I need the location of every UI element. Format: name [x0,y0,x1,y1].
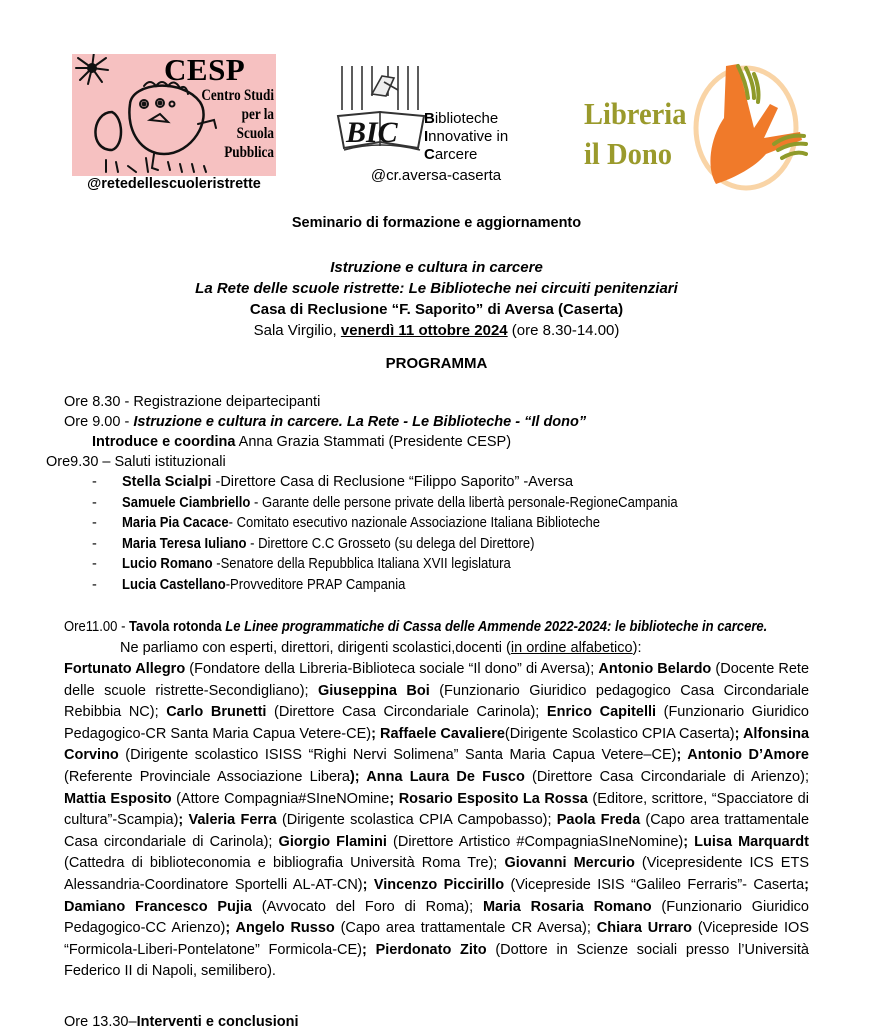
panelist-name: ; Valeria Ferra [178,812,277,829]
program-time: Ore 9.00 - [64,414,134,430]
bic-book-bars-icon [336,66,436,166]
event-date: venerdì 11 ottobre 2024 [340,322,508,339]
bullet-dash: - [92,556,97,572]
panelist-name: Paola Freda [556,812,641,829]
panelist-role: (Editore, scrittore, “Spacciatore di cultura”-Scampia) [64,790,809,829]
program-item [64,1012,299,1032]
svg-text:BIC: BIC [346,116,398,149]
greeting-item [92,534,580,555]
bullet-dash: - [92,515,97,531]
program-text: Saluti istituzionali [114,454,226,470]
panelist-role: (Direttore Artistico #CompagniaSIneNomine) [386,833,684,850]
panelist-role: (Dirigente scolastica CPIA Campobasso); [276,812,557,829]
panelist-role: (Capo area trattamentale CR Aversa); [334,920,597,937]
panelist-name: Giovanni Mercurio [504,855,635,872]
panelist-name: ; Pierdonato Zito [362,941,487,958]
program-time: Ore11.00 - [64,619,130,635]
panelist-name: ; Raffaele Cavaliere [371,725,505,742]
speaker-name: Maria Pia Cacace [122,515,229,531]
speaker-role: -Provveditore PRAP Campania [225,576,406,593]
program-text: Registrazione deipartecipanti [133,394,321,410]
cesp-subtitle-line: Pubblica [224,144,274,161]
cesp-subtitle-line: Scuola [236,125,274,142]
panelist-role: (Vicepresidente ICS ETS Alessandria-Coordinatore Sportelli AL-AT-CN) [64,855,809,893]
panelist-name: Carlo Brunetti [166,704,267,721]
bic-rest: nnovative in [428,128,509,145]
speaker-name: Samuele Ciambriello [122,494,251,511]
panelist-name: ; Antonio D’Amore [676,747,809,764]
panelist-role: (Dottore in Scienze sociali presso l’Università Federico II di Napoli, semilibero). [64,941,809,980]
bic-rest: iblioteche [434,110,499,127]
panelist-role: (Avvocato del Foro di Roma); [252,898,483,915]
cesp-subtitle-line: per la [241,106,274,123]
event-title: Istruzione e cultura in carcere [330,259,543,276]
libreria-il-dono-logo [578,58,808,198]
bic-initial: B [424,110,435,127]
panelist-role: (Docente Rete delle scuole ristrette-Secondigliano); [64,661,810,699]
event-venue: Casa di Reclusione “F. Saporito” di Aversa (Caserta) [249,301,624,318]
panelist-name: Antonio Belardo [598,661,712,677]
greeting-item [92,575,437,596]
speaker-role: -Direttore Casa di Reclusione “Filippo Saporito” -Aversa [211,474,574,490]
bic-rest: arcere [434,146,478,163]
program-text: Istruzione e cultura in carcere. La Rete - Le Biblioteche - “Il dono” [133,414,587,430]
cesp-title: CESP [164,52,246,87]
panelist-name: ; Rosario Esposito La Rossa [389,790,588,807]
greeting-item [92,513,653,534]
bic-line [424,146,508,164]
program-time: Ore 13.30– [64,1014,137,1030]
program-text: Le Linee programmatiche di Cassa delle Ammende 2022-2024: le biblioteche in carcere. [225,619,768,635]
panelist-name: ; Damiano Francesco Pujia [64,876,809,915]
panelist-role: (Capo area trattamentale Casa circondariale di Carinola); [64,812,810,850]
program-text: Anna Grazia Stammati (Presidente CESP) [235,434,512,450]
panelist-name: ; Vincenzo Piccirillo [362,876,505,893]
panelist-name: Chiara Urraro [596,920,693,937]
bullet-dash: - [92,474,97,490]
panelist-name: ; Luisa Marquardt [683,833,809,850]
panelist-role: (Dirigente scolastico ISISS “Righi Nervi Solimena” Santa Maria Capua Vetere–CE) [118,747,677,764]
bic-line [424,110,508,128]
panelist-name: Fortunato Allegro [64,661,186,677]
cesp-social-handle: @retedellescuoleristrette [87,176,261,192]
speaker-name: Maria Teresa Iuliano [122,535,247,552]
cesp-subtitle [198,86,275,162]
panel-intro-note: in ordine alfabetico [510,640,633,656]
program-role-label: Introduce e coordina [92,434,236,450]
panelist-name: ); Anna Laura De Fusco [349,768,525,785]
event-titles [0,257,873,341]
program-time: Ore9.30 – [46,454,115,470]
panelist-role: (Vicepreside IOS “Formicola-Liberi-Pontelatone” Formicola-CE) [64,920,809,958]
speaker-role: - Comitato esecutivo nazionale Associazione Italiana Biblioteche [228,515,601,531]
program-heading: PROGRAMMA [385,355,488,372]
panelist-role: (Funzionario Giuridico Pedagogico-CC Arienzo) [64,898,809,937]
bic-initial: C [424,146,435,163]
speaker-role: - Direttore C.C Grosseto (su delega del Direttore) [246,535,535,552]
cesp-logo [72,54,276,176]
panelist-role: (Dirigente Scolastico CPIA Caserta) [504,725,735,742]
panelist-name: Giorgio Flamini [278,833,387,850]
panelist-role: (Referente Provinciale Associazione Libera [64,768,350,785]
program-item [64,392,320,412]
panel-intro-text: Ne parliamo con esperti, direttori, dirigenti scolastici,docenti ( [120,640,511,656]
greeting-item [92,554,554,575]
bic-logo [336,66,556,186]
speaker-role: -Senatore della Repubblica Italiana XVII legislatura [212,556,511,572]
program-item [64,412,586,432]
panelist-name: ; Alfonsina Corvino [64,725,810,764]
panelist-role: (Vicepreside ISIS “Galileo Ferraris”- Caserta [504,876,805,893]
program-label: Tavola rotonda [129,619,226,635]
dono-line: il Dono [584,136,672,171]
speaker-name: Lucia Castellano [122,576,226,593]
panelists-paragraph [64,659,809,983]
cesp-subtitle-line: Centro Studi [201,87,274,104]
bic-initial: I [424,128,429,145]
panelist-role: (Attore Compagnia#SIneNOmine [171,790,390,807]
panelist-name: Giuseppina Boi [318,682,430,699]
program-time: Ore 8.30 - [64,394,134,410]
event-hours: (ore 8.30-14.00) [507,322,620,339]
event-room: Sala Virgilio, [253,322,341,339]
dono-text [584,94,686,174]
panelist-role: (Funzionario Giuridico Pedagogico-CR Santa Maria Capua Vetere-CE) [64,704,810,742]
event-subtitle: La Rete delle scuole ristrette: Le Biblioteche nei circuiti penitenziari [195,280,678,297]
panel-intro [120,638,641,658]
bullet-dash: - [92,535,97,552]
event-date-line [0,320,873,341]
panelist-role: (Cattedra di biblioteconomia e bibliografia Università Roma Tre); [64,855,505,872]
program-subitem [92,432,511,452]
speaker-name: Lucio Romano [122,556,213,572]
panelist-role: (Direttore Casa Circondariale Carinola); [266,704,547,721]
bic-text [424,110,508,164]
panelist-name: Maria Rosaria Romano [482,898,652,915]
seminar-heading: Seminario di formazione e aggiornamento [291,215,582,231]
panelist-role: (Direttore Casa Circondariale di Arienzo); [524,768,809,785]
panelist-role: (Fondatore della Libreria-Biblioteca sociale “Il dono” di Aversa); [185,661,599,677]
greeting-item [92,493,739,514]
speaker-role: - Garante delle persone private della libertà personale-RegioneCampania [250,494,678,511]
panelist-name: ; Angelo Russo [225,920,335,937]
speaker-name: Stella Scialpi [122,474,212,490]
panelist-name: Enrico Capitelli [546,704,657,721]
dono-line: Libreria [584,96,687,131]
bic-line [424,128,508,146]
program-text: Interventi e conclusioni [136,1014,299,1030]
bic-social-handle: @cr.aversa-caserta [370,167,502,184]
panelist-role: (Funzionario Giuridico pedagogico Casa Circondariale Rebibbia NC); [64,682,810,721]
program-item [64,617,845,637]
greeting-item [92,472,573,493]
bullet-dash: - [92,576,97,593]
program-item [46,452,226,472]
panelist-name: Mattia Esposito [64,790,172,807]
bullet-dash: - [92,494,97,511]
panel-intro-end: ): [632,640,642,656]
